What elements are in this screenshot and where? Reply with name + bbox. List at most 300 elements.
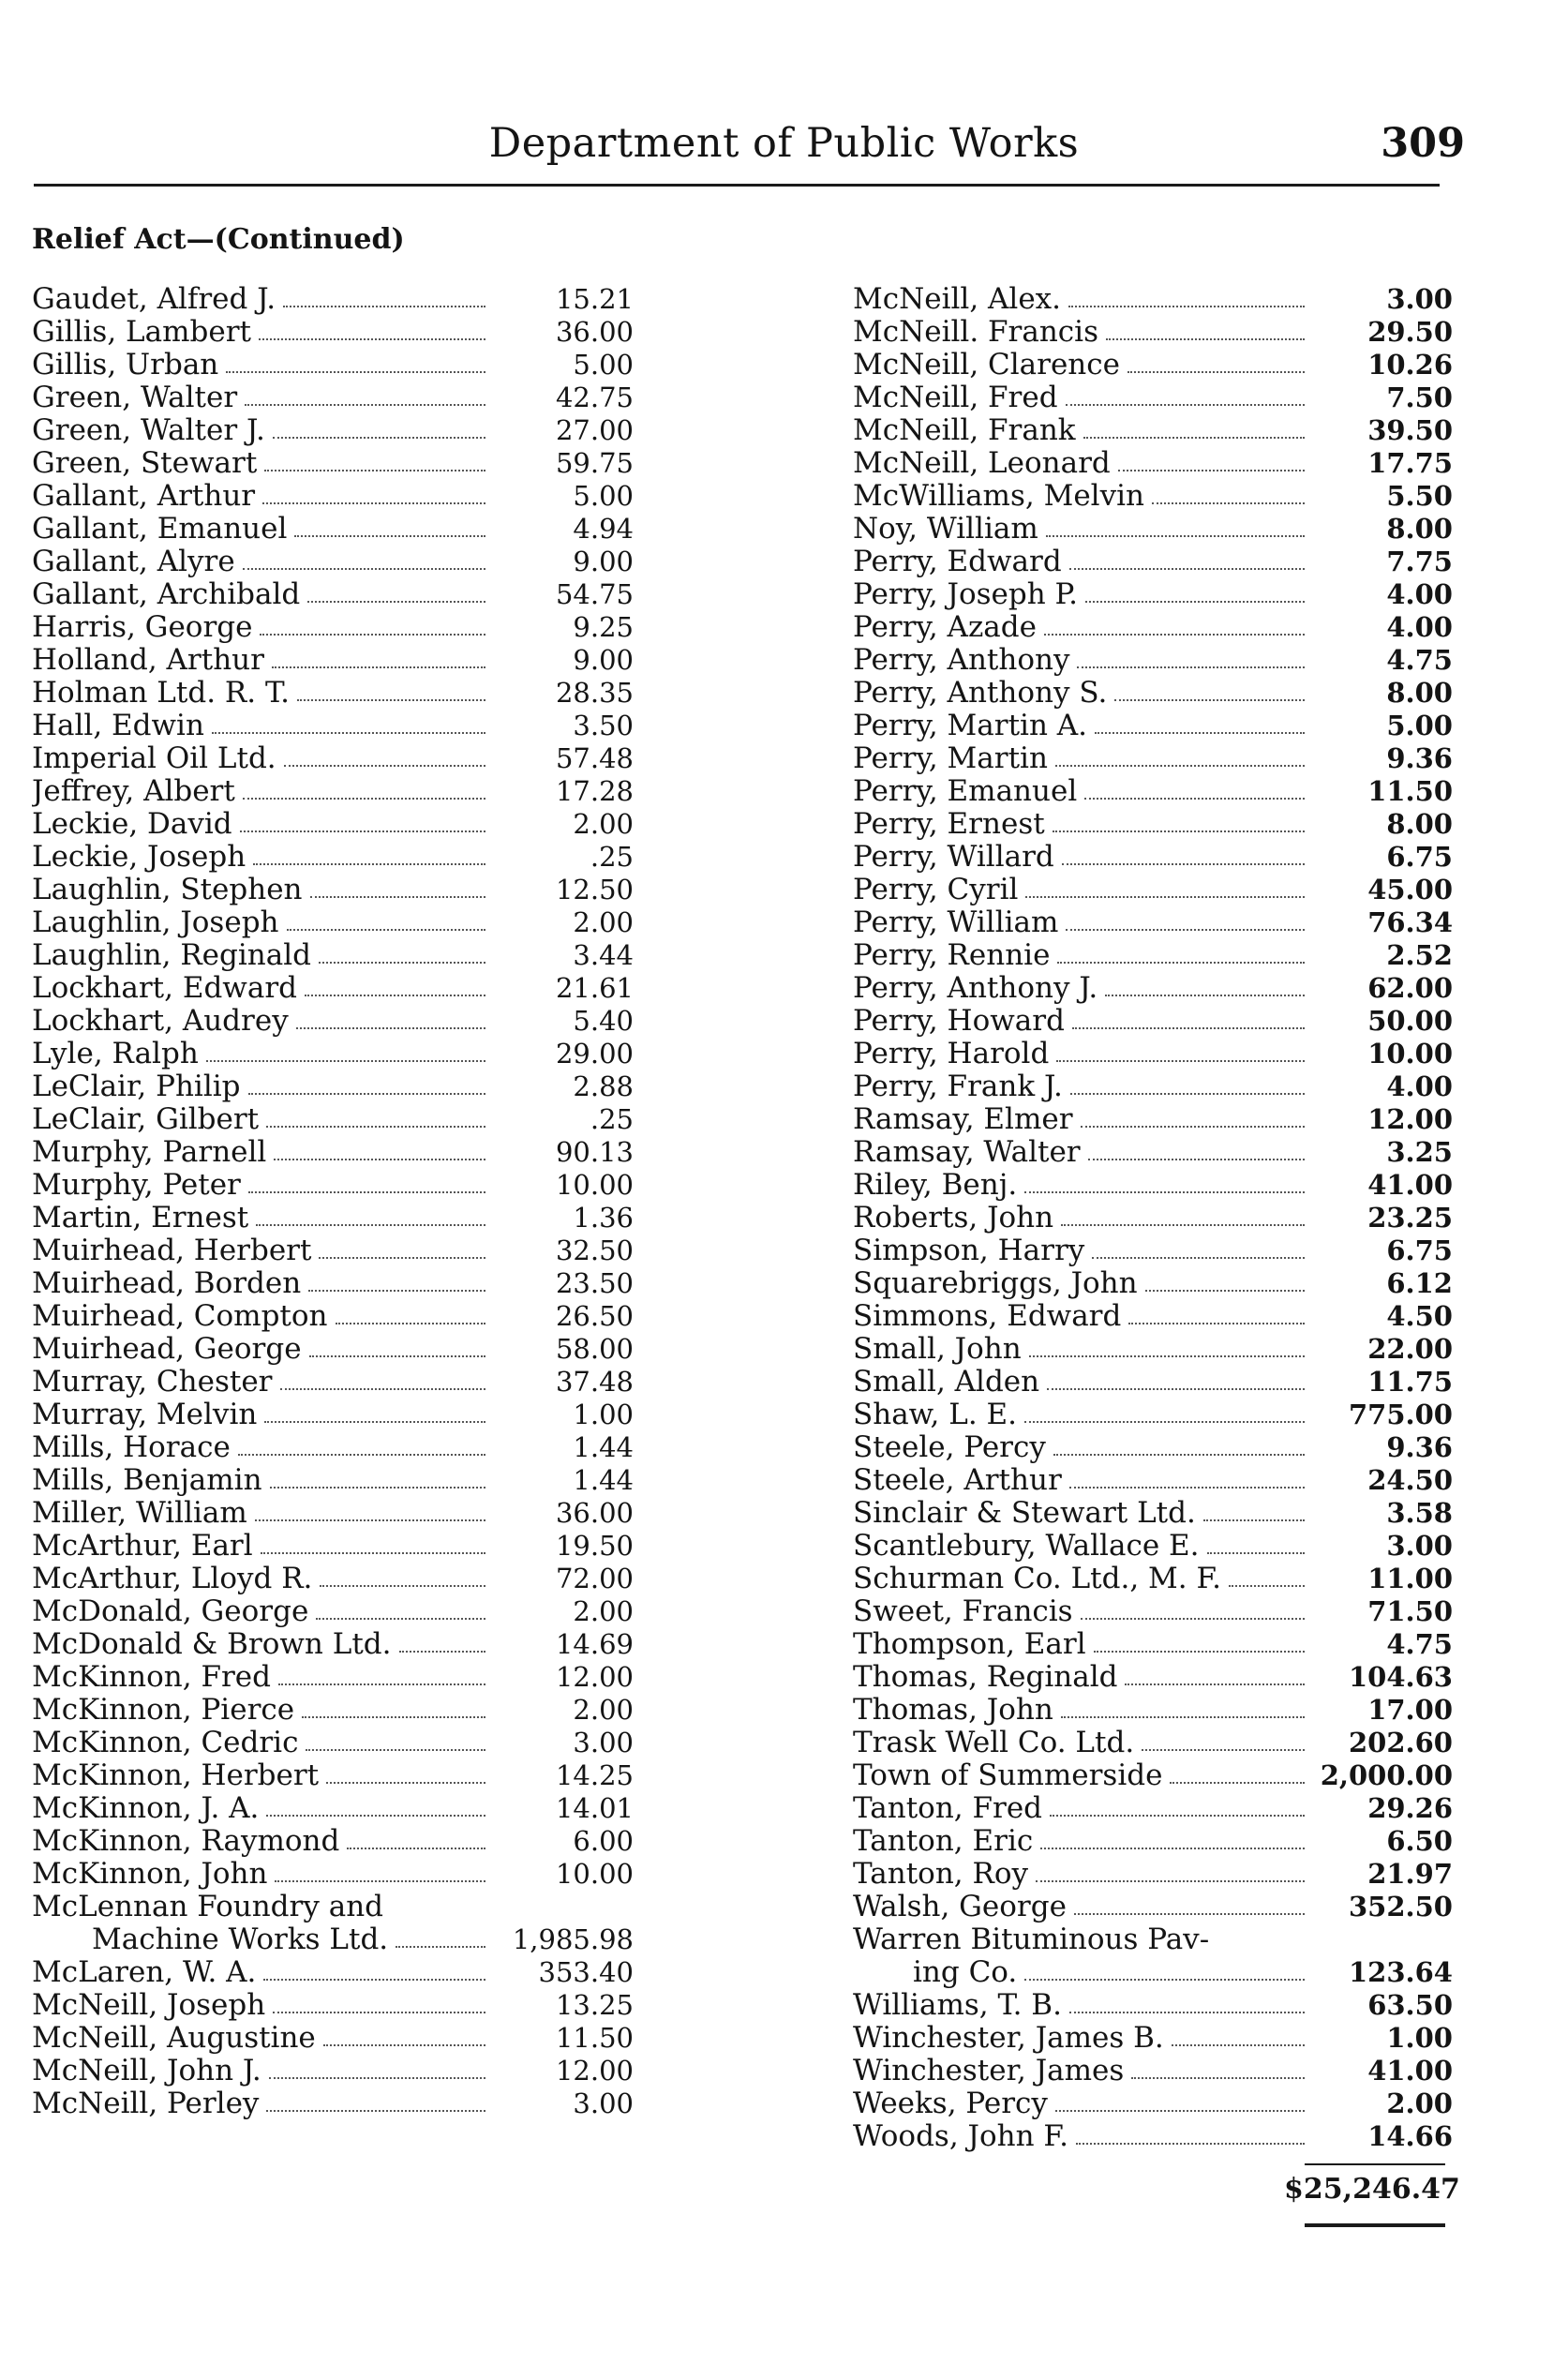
entry-name: Murray, Chester [32, 1366, 273, 1399]
entry-amount: 21.61 [555, 972, 634, 1004]
entry-name-cell [853, 775, 1312, 808]
list-item [32, 1202, 634, 1234]
dot-leader [266, 1792, 485, 1817]
entry-name-cell [32, 1759, 493, 1792]
entry-name: Perry, Rennie [853, 939, 1051, 972]
entry-name-cell [32, 1136, 493, 1169]
dot-leader [284, 742, 485, 767]
entry-name: Green, Walter [32, 382, 238, 414]
dot-leader [1207, 1530, 1305, 1554]
entry-name-cell [853, 906, 1312, 939]
dot-leader [283, 283, 485, 307]
total-rule-bottom [1305, 2223, 1445, 2227]
entry-amount: 5.50 [1386, 480, 1453, 512]
entry-amount: 11.00 [1367, 1563, 1453, 1594]
entry-name: Warren Bituminous Pav- [853, 1923, 1210, 1956]
entry-name-cell [32, 1628, 493, 1661]
entry-amount: 9.36 [1386, 1431, 1453, 1463]
dot-leader [1145, 1267, 1305, 1292]
entry-amount: 12.00 [555, 1661, 634, 1693]
entry-name-cell [853, 1759, 1312, 1792]
entry-name-cell [853, 1103, 1312, 1136]
dot-leader [1170, 1759, 1305, 1784]
list-item [853, 677, 1453, 710]
entry-name-cell [853, 1169, 1312, 1202]
entry-name-cell [32, 1234, 493, 1267]
list-item [853, 316, 1453, 349]
entry-name: Mills, Benjamin [32, 1464, 262, 1497]
entry-amount: 57.48 [555, 742, 634, 774]
entry-amount: 4.50 [1386, 1300, 1453, 1332]
dot-leader [1114, 677, 1305, 701]
entry-amount: 11.75 [1367, 1366, 1453, 1398]
entry-name: McKinnon, Cedric [32, 1727, 299, 1759]
entry-name-cell [853, 578, 1312, 611]
dot-leader [1083, 414, 1305, 439]
list-item [853, 874, 1453, 906]
entry-name-cell [32, 447, 493, 480]
entry-name-cell [853, 1300, 1312, 1333]
list-item [853, 283, 1453, 316]
entry-name-cell [853, 939, 1312, 972]
dot-leader [316, 1595, 485, 1620]
entry-name: Ramsay, Elmer [853, 1103, 1073, 1136]
entry-amount: 3.44 [573, 939, 634, 971]
entry-amount: 1,985.98 [512, 1923, 634, 1955]
dot-leader [1069, 1464, 1305, 1489]
entry-amount: 7.50 [1386, 382, 1453, 413]
entry-name-cell [32, 841, 493, 874]
entry-name-cell [853, 1234, 1312, 1267]
entry-name: McNeill, Fred [853, 382, 1058, 414]
entry-amount: 4.00 [1386, 611, 1453, 643]
entry-name-cell [853, 874, 1312, 906]
list-item [32, 1005, 634, 1038]
entry-name: Perry, Cyril [853, 874, 1019, 906]
entry-name: McLennan Foundry and [32, 1891, 383, 1923]
entry-name: Muirhead, Compton [32, 1300, 328, 1333]
entry-name-cell [853, 1923, 1312, 1956]
right-column-list [853, 283, 1453, 2153]
entry-name: Muirhead, George [32, 1333, 302, 1366]
dot-leader [308, 1267, 485, 1292]
entry-name-cell [32, 1333, 493, 1366]
list-item [853, 1792, 1453, 1825]
entry-name: Winchester, James [853, 2055, 1125, 2087]
entry-name: McNeill, Joseph [32, 1989, 266, 2022]
entry-amount: 10.00 [1367, 1038, 1453, 1070]
entry-name: Steele, Percy [853, 1431, 1046, 1464]
list-item [853, 349, 1453, 382]
entry-name-cell [853, 414, 1312, 447]
entry-name-cell [32, 513, 493, 546]
entry-name-cell [32, 1694, 493, 1727]
list-item [853, 808, 1453, 841]
list-item [853, 2022, 1453, 2055]
entry-amount: 5.00 [1386, 710, 1453, 741]
entry-amount: 2.88 [573, 1070, 634, 1102]
entry-name: McArthur, Earl [32, 1530, 253, 1563]
entry-name-cell [32, 1923, 493, 1956]
entry-name: Perry, William [853, 906, 1059, 939]
dot-leader [347, 1825, 485, 1849]
entry-name: McKinnon, J. A. [32, 1792, 260, 1825]
list-item [853, 1858, 1453, 1891]
list-item [32, 480, 634, 513]
entry-name-cell [32, 1530, 493, 1563]
entry-name-cell [853, 1399, 1312, 1431]
entry-amount: 14.66 [1367, 2120, 1453, 2152]
dot-leader [399, 1628, 486, 1653]
entry-name-cell [853, 316, 1312, 349]
dot-leader [310, 874, 485, 898]
list-item [853, 1891, 1453, 1923]
dot-leader [1036, 1858, 1305, 1882]
dot-leader [1072, 1005, 1305, 1029]
entry-amount: 72.00 [555, 1563, 634, 1594]
entry-name-cell [32, 382, 493, 414]
list-item [32, 1038, 634, 1070]
list-item [32, 578, 634, 611]
entry-name: Perry, Edward [853, 546, 1062, 578]
entry-amount: 10.00 [555, 1169, 634, 1201]
entry-name: Perry, Ernest [853, 808, 1045, 841]
list-item [853, 578, 1453, 611]
list-item [32, 1497, 634, 1530]
entry-amount: 4.75 [1386, 644, 1453, 676]
entry-name-cell [32, 1858, 493, 1891]
entry-amount: 8.00 [1386, 808, 1453, 840]
entry-name: Schurman Co. Ltd., M. F. [853, 1563, 1222, 1595]
dot-leader [391, 1891, 485, 1915]
entry-name-cell [32, 1300, 493, 1333]
list-item [853, 1595, 1453, 1628]
dot-leader [1152, 480, 1305, 504]
entry-amount: 1.44 [573, 1464, 634, 1496]
entry-name-cell [853, 480, 1312, 513]
entry-amount: 32.50 [555, 1234, 634, 1266]
entry-name: McNeill, Perley [32, 2087, 260, 2120]
dot-leader [1074, 1891, 1305, 1915]
entry-amount: 29.50 [1367, 316, 1453, 348]
list-item [853, 1267, 1453, 1300]
dot-leader [1105, 972, 1305, 996]
list-item [32, 382, 634, 414]
entry-name-cell [32, 578, 493, 611]
entry-name-cell [32, 1891, 493, 1923]
list-item [853, 939, 1453, 972]
entry-amount: 29.26 [1367, 1792, 1453, 1824]
dot-leader [1092, 1234, 1305, 1259]
entry-name: Machine Works Ltd. [92, 1923, 389, 1956]
entry-name: Martin, Ernest [32, 1202, 249, 1234]
list-item [853, 1497, 1453, 1530]
dot-leader [1125, 1661, 1305, 1685]
entry-name-cell [853, 1333, 1312, 1366]
entry-amount: 71.50 [1367, 1595, 1453, 1627]
entry-name-cell [853, 1136, 1312, 1169]
list-item [853, 710, 1453, 742]
entry-name: Woods, John F. [853, 2120, 1068, 2153]
entry-amount: 2.00 [573, 906, 634, 938]
entry-name-cell [853, 1727, 1312, 1759]
dot-leader [1118, 447, 1305, 471]
list-item [32, 1759, 634, 1792]
list-item [32, 2087, 634, 2120]
entry-name-cell [32, 1366, 493, 1399]
list-item [32, 775, 634, 808]
list-item [853, 1038, 1453, 1070]
entry-amount: 775.00 [1349, 1399, 1453, 1430]
list-item [32, 1070, 634, 1103]
entry-name: Hall, Edwin [32, 710, 204, 742]
entry-name: Gillis, Urban [32, 349, 219, 382]
entry-name: Gallant, Emanuel [32, 513, 288, 546]
dot-leader [245, 382, 485, 406]
dot-leader [1066, 382, 1305, 406]
list-item [32, 1366, 634, 1399]
dot-leader [1046, 513, 1305, 537]
dot-leader [1056, 1038, 1305, 1062]
entry-name-cell [853, 2087, 1312, 2120]
list-item [32, 283, 634, 316]
entry-name-cell [853, 710, 1312, 742]
entry-amount: 4.00 [1386, 578, 1453, 610]
entry-name: Weeks, Percy [853, 2087, 1048, 2120]
list-item [32, 447, 634, 480]
entry-name: Sinclair & Stewart Ltd. [853, 1497, 1196, 1530]
entry-amount: 19.50 [555, 1530, 634, 1562]
entry-name: Tanton, Fred [853, 1792, 1043, 1825]
dot-leader [1217, 1923, 1305, 1948]
entry-name: Thomas, John [853, 1694, 1053, 1727]
entry-name-cell [32, 1431, 493, 1464]
entry-name: Miller, William [32, 1497, 247, 1530]
list-item [32, 972, 634, 1005]
entry-name-cell [32, 316, 493, 349]
entry-name: Squarebriggs, John [853, 1267, 1138, 1300]
entry-name-cell [32, 611, 493, 644]
list-item [32, 1858, 634, 1891]
entry-name: Murphy, Parnell [32, 1136, 267, 1169]
dot-leader [1066, 906, 1305, 931]
entry-name-cell [32, 742, 493, 775]
entry-amount: .25 [590, 841, 634, 873]
list-item [32, 1563, 634, 1595]
entry-amount: 9.36 [1386, 742, 1453, 774]
entry-amount: 9.00 [573, 644, 634, 676]
list-item [32, 1661, 634, 1694]
entry-amount: 76.34 [1367, 906, 1453, 938]
entry-amount: 14.69 [555, 1628, 634, 1660]
list-item [853, 1202, 1453, 1234]
dot-leader [309, 1333, 485, 1357]
entry-name-cell [32, 1497, 493, 1530]
dot-leader [1088, 1136, 1305, 1160]
entry-name-cell [32, 1727, 493, 1759]
entry-name-cell [853, 447, 1312, 480]
entry-name-cell [32, 677, 493, 710]
entry-name: McKinnon, Pierce [32, 1694, 295, 1727]
dot-leader [1055, 742, 1305, 767]
entry-name-cell [853, 1005, 1312, 1038]
entry-amount: 11.50 [1367, 775, 1453, 807]
list-item [853, 1431, 1453, 1464]
entry-name: Town of Summerside [853, 1759, 1163, 1792]
header-rule [34, 184, 1440, 187]
entry-name-cell [853, 1989, 1312, 2022]
entry-amount: 1.00 [573, 1399, 634, 1430]
entry-name: Thompson, Earl [853, 1628, 1086, 1661]
entry-amount: 1.00 [1386, 2022, 1453, 2054]
list-item [853, 644, 1453, 677]
entry-name: Holman Ltd. R. T. [32, 677, 290, 710]
entry-name: Mills, Horace [32, 1431, 231, 1464]
entry-name: Muirhead, Borden [32, 1267, 302, 1300]
list-item [32, 1267, 634, 1300]
entry-name-cell [853, 283, 1312, 316]
list-item [853, 611, 1453, 644]
list-item [32, 1628, 634, 1661]
entry-name-cell [853, 841, 1312, 874]
dot-leader [270, 1464, 485, 1489]
left-column-list [32, 283, 634, 2120]
entry-amount: 17.00 [1367, 1694, 1453, 1726]
entry-name-cell [853, 1891, 1312, 1923]
entry-name-cell [32, 1070, 493, 1103]
dot-leader [323, 2022, 485, 2046]
dot-leader [212, 710, 485, 734]
list-item [853, 1661, 1453, 1694]
entry-name: Gaudet, Alfred J. [32, 283, 276, 316]
list-item [32, 1464, 634, 1497]
dot-leader [319, 1234, 485, 1259]
entry-amount: 3.58 [1386, 1497, 1453, 1529]
dot-leader [306, 1727, 485, 1751]
list-item [853, 742, 1453, 775]
dot-leader [273, 1989, 485, 2013]
entry-name: Perry, Anthony [853, 644, 1070, 677]
list-item [853, 546, 1453, 578]
entry-name: Noy, William [853, 513, 1038, 546]
list-item [32, 1136, 634, 1169]
entry-name: McArthur, Lloyd R. [32, 1563, 313, 1595]
list-item [32, 742, 634, 775]
entry-name: Williams, T. B. [853, 1989, 1062, 2022]
list-item [32, 1595, 634, 1628]
list-item [853, 1103, 1453, 1136]
entry-name: Winchester, James B. [853, 2022, 1164, 2055]
entry-amount: 42.75 [555, 382, 634, 413]
dot-leader [1203, 1497, 1305, 1521]
entry-name-cell [853, 1070, 1312, 1103]
entry-name-cell [32, 1038, 493, 1070]
entry-name-cell [853, 1530, 1312, 1563]
entry-amount: 14.01 [555, 1792, 634, 1824]
entry-name-cell [853, 677, 1312, 710]
entry-name: Gillis, Lambert [32, 316, 251, 349]
entry-amount: 14.25 [555, 1759, 634, 1791]
dot-leader [1061, 1202, 1305, 1226]
entry-amount: 37.48 [555, 1366, 634, 1398]
entry-name-cell [32, 874, 493, 906]
entry-amount: 36.00 [555, 316, 634, 348]
entry-name-cell [32, 1464, 493, 1497]
entry-name: Perry, Anthony S. [853, 677, 1108, 710]
entry-amount: 45.00 [1367, 874, 1453, 905]
entry-name: Perry, Willard [853, 841, 1054, 874]
dot-leader [260, 611, 485, 636]
entry-amount: 17.28 [555, 775, 634, 807]
entry-name: McNeill, Leonard [853, 447, 1111, 480]
entry-amount: 1.44 [573, 1431, 634, 1463]
entry-name: Jeffrey, Albert [32, 775, 235, 808]
entry-name: McKinnon, Fred [32, 1661, 271, 1694]
entry-amount: 3.00 [573, 1727, 634, 1758]
entry-name-cell [853, 1661, 1312, 1694]
dot-leader [274, 1136, 485, 1160]
list-item [32, 1891, 634, 1923]
entry-name: McNeill, John J. [32, 2055, 261, 2087]
dot-leader [1044, 611, 1305, 636]
entry-name-cell [853, 546, 1312, 578]
dot-leader [248, 1169, 485, 1193]
entry-amount: 5.40 [573, 1005, 634, 1037]
entry-name-cell [32, 1169, 493, 1202]
entry-name-cell [32, 644, 493, 677]
entry-name-cell [32, 939, 493, 972]
dot-leader [273, 414, 485, 439]
entry-amount: 5.00 [573, 480, 634, 512]
entry-name: Murphy, Peter [32, 1169, 241, 1202]
entry-name: Lockhart, Audrey [32, 1005, 289, 1038]
list-item [32, 1300, 634, 1333]
list-item [32, 1333, 634, 1366]
entry-name-cell [32, 1595, 493, 1628]
entry-name: Simpson, Harry [853, 1234, 1085, 1267]
entry-name-cell [853, 1464, 1312, 1497]
entry-amount: 8.00 [1386, 513, 1453, 545]
entry-name: Perry, Martin [853, 742, 1048, 775]
entry-name-cell [32, 1792, 493, 1825]
list-item [853, 513, 1453, 546]
dot-leader [243, 775, 485, 800]
entry-name: Riley, Benj. [853, 1169, 1018, 1202]
dot-leader [1053, 1431, 1305, 1456]
entry-name-cell [32, 1267, 493, 1300]
dot-leader [320, 1563, 485, 1587]
dot-leader [1085, 578, 1305, 603]
dot-leader [1094, 1628, 1305, 1653]
section-title: Relief Act—(Continued) [32, 223, 405, 256]
list-item [853, 1169, 1453, 1202]
entry-name: McDonald & Brown Ltd. [32, 1628, 392, 1661]
dot-leader [1084, 775, 1305, 800]
dot-leader [1106, 316, 1305, 340]
entry-name-cell [32, 1005, 493, 1038]
entry-name: Lyle, Ralph [32, 1038, 199, 1070]
dot-leader [1077, 644, 1305, 668]
dot-leader [1047, 1366, 1305, 1390]
dot-leader [1076, 2120, 1305, 2145]
list-item [32, 1431, 634, 1464]
entry-name: Harris, George [32, 611, 253, 644]
entry-name: Perry, Martin A. [853, 710, 1088, 742]
entry-amount: 15.21 [555, 283, 634, 315]
entry-amount: 10.00 [555, 1858, 634, 1890]
dot-leader [1131, 2055, 1305, 2079]
dot-leader [1070, 1070, 1305, 1095]
